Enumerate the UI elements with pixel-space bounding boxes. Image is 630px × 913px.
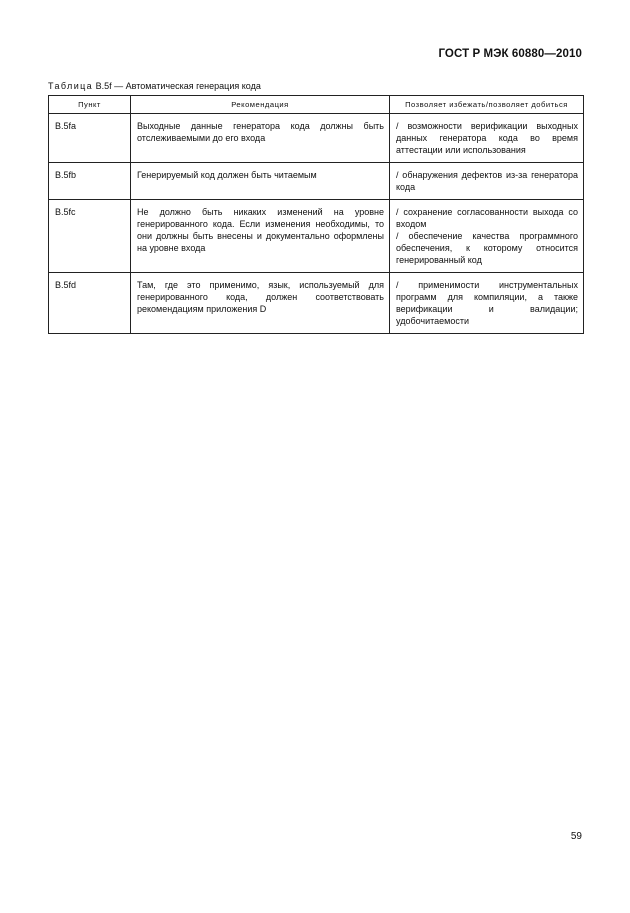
row-goal: / обнаружения дефектов из-за генератора кода bbox=[390, 163, 584, 200]
table-header-row bbox=[49, 96, 584, 114]
column-header-goal: Позволяет избежать/позволяет добиться bbox=[390, 96, 584, 114]
page-number: 59 bbox=[570, 831, 582, 842]
row-id: B.5fc bbox=[49, 200, 131, 273]
table-row bbox=[49, 273, 584, 334]
row-recommendation: Генерируемый код должен быть читаемым bbox=[131, 163, 390, 200]
row-id: B.5fb bbox=[49, 163, 131, 200]
column-header-recommendation: Рекомендация bbox=[131, 96, 390, 114]
row-recommendation: Не должно быть никаких изменений на уровне генерированного кода. Если изменения необходимы, то они должны быть внесены и документально оформлены на уровне входа bbox=[131, 200, 390, 273]
recommendations-table bbox=[48, 95, 584, 334]
row-recommendation: Выходные данные генератора кода должны быть отслеживаемыми до его входа bbox=[131, 114, 390, 163]
row-recommendation: Там, где это применимо, язык, используемый для генерированного кода, должен соответствовать рекомендациям приложения D bbox=[131, 273, 390, 334]
table-caption-label: Таблица bbox=[48, 81, 94, 91]
table-row bbox=[49, 114, 584, 163]
table-row bbox=[49, 200, 584, 273]
row-id: B.5fd bbox=[49, 273, 131, 334]
row-goal: / возможности верификации выходных данных генератора кода во время аттестации или использования bbox=[390, 114, 584, 163]
standard-code: ГОСТ Р МЭК 60880—2010 bbox=[438, 48, 582, 60]
table-caption bbox=[48, 81, 261, 91]
row-id: B.5fa bbox=[49, 114, 131, 163]
table-caption-text: B.5f — Автоматическая генерация кода bbox=[95, 81, 261, 91]
row-goal: / применимости инструментальных программ для компиляции, а также верификации и валидации; удобочитаемости bbox=[390, 273, 584, 334]
table-row bbox=[49, 163, 584, 200]
column-header-item: Пункт bbox=[49, 96, 131, 114]
row-goal: / сохранение согласованности выхода со входом / обеспечение качества программного обеспечения, к которому относится генерированный код bbox=[390, 200, 584, 273]
